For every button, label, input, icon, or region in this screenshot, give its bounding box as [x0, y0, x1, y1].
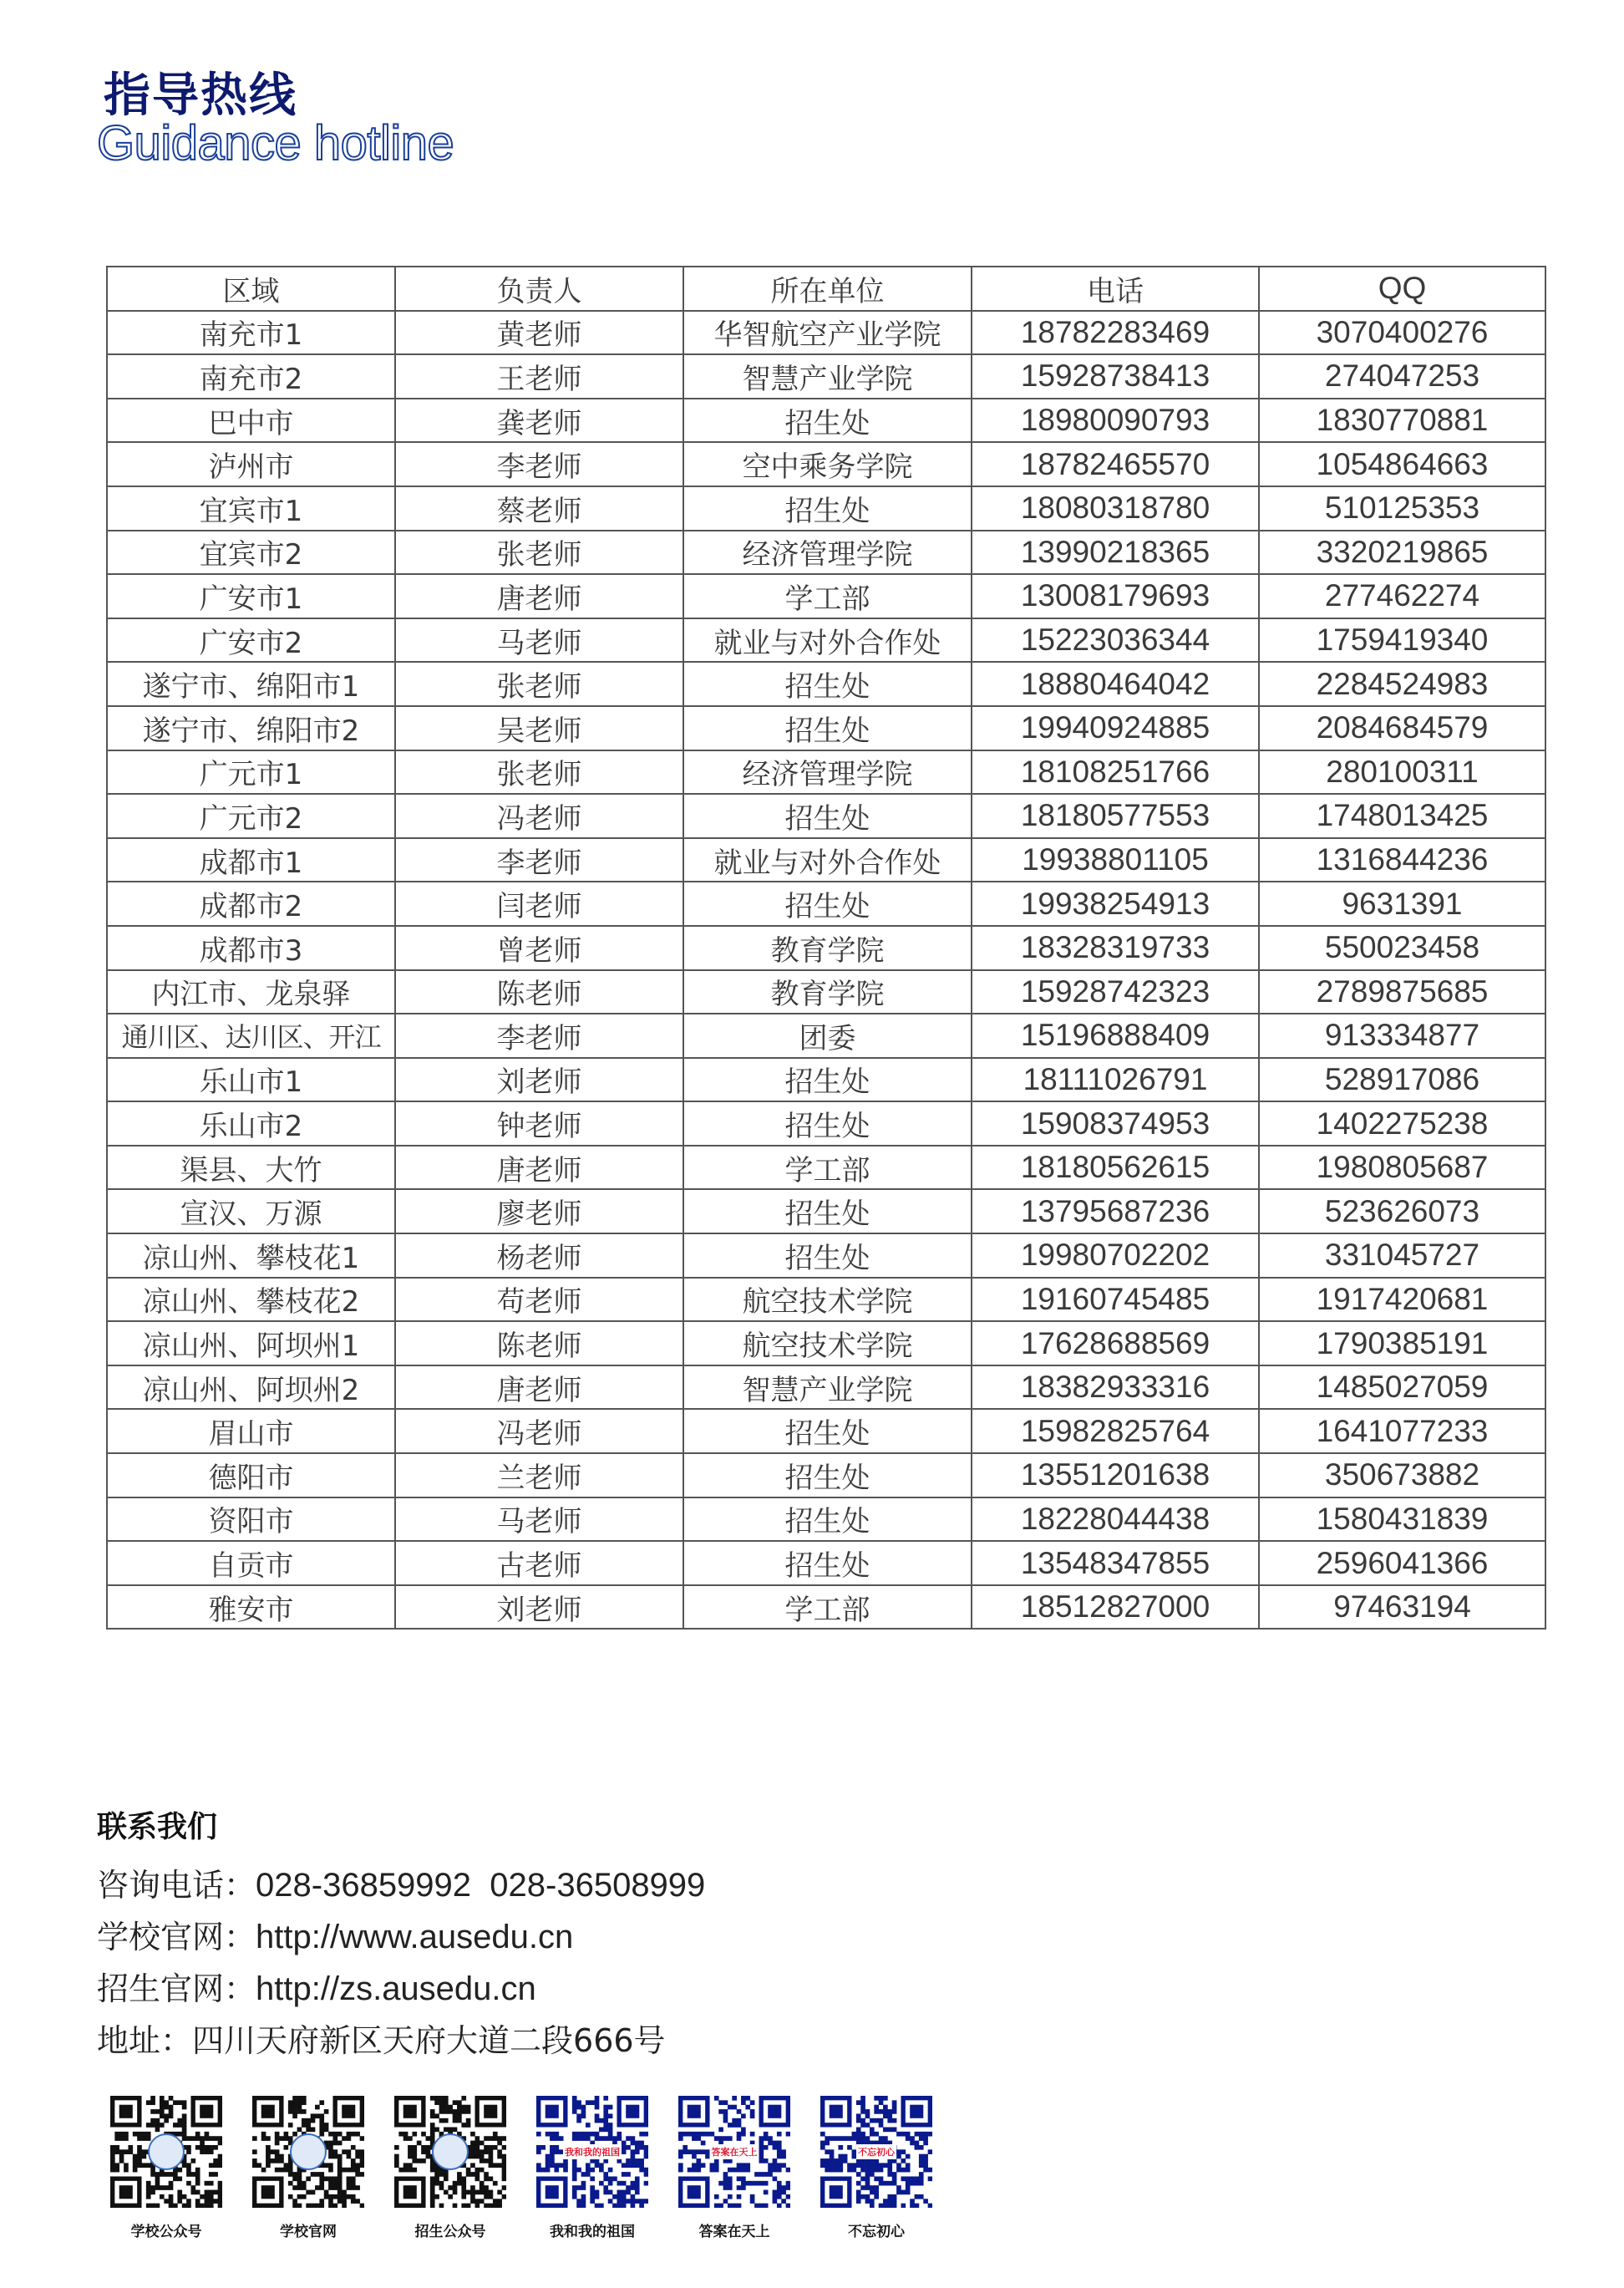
table-row [107, 1497, 1545, 1542]
cell-area: 宜宾市1 [107, 486, 395, 531]
cell-area: 南充市2 [107, 354, 395, 399]
cell-area: 通川区、达川区、开江 [107, 1014, 395, 1058]
cell-phone: 18512827000 [972, 1585, 1259, 1630]
table-row [107, 486, 1545, 531]
cell-contact-person: 蔡老师 [395, 486, 683, 531]
table-row [107, 1101, 1545, 1146]
cell-contact-person: 唐老师 [395, 1365, 683, 1410]
contact-school-website-label: 学校官网： [97, 1919, 256, 1955]
cell-qq: 1485027059 [1259, 1365, 1545, 1410]
table-row [107, 618, 1545, 663]
cell-phone: 18782465570 [972, 442, 1259, 486]
cell-phone: 18328319733 [972, 926, 1259, 970]
table-row [107, 1409, 1545, 1453]
cell-phone: 15928738413 [972, 354, 1259, 399]
cell-area: 成都市2 [107, 882, 395, 926]
table-row [107, 838, 1545, 882]
cell-unit: 学工部 [683, 1146, 972, 1190]
table-row [107, 1278, 1545, 1322]
cell-contact-person: 李老师 [395, 838, 683, 882]
school-emblem-icon [432, 2133, 469, 2170]
hotline-table [106, 266, 1546, 1630]
cell-unit: 招生处 [683, 1189, 972, 1233]
table-row [107, 926, 1545, 970]
cell-phone: 19980702202 [972, 1233, 1259, 1278]
cell-unit: 经济管理学院 [683, 531, 972, 575]
cell-qq: 97463194 [1259, 1585, 1545, 1630]
qr-code-row [95, 2096, 947, 2240]
cell-area: 广元市1 [107, 750, 395, 795]
table-row [107, 1365, 1545, 1410]
cell-contact-person: 张老师 [395, 750, 683, 795]
cell-phone: 18080318780 [972, 486, 1259, 531]
cell-unit: 就业与对外合作处 [683, 618, 972, 663]
cell-area: 凉山州、阿坝州2 [107, 1365, 395, 1410]
column-header-contact-person: 负责人 [395, 267, 683, 311]
cell-phone: 18782283469 [972, 311, 1259, 355]
cell-qq: 9631391 [1259, 882, 1545, 926]
qr-code-item [95, 2096, 237, 2240]
qr-code-icon[interactable] [536, 2096, 648, 2208]
contact-address-value: 四川天府新区天府大道二段666号 [192, 2022, 666, 2059]
cell-phone: 19938254913 [972, 882, 1259, 926]
table-row [107, 662, 1545, 706]
cell-contact-person: 刘老师 [395, 1585, 683, 1630]
contact-address-label: 地址： [97, 2022, 193, 2059]
cell-qq: 1641077233 [1259, 1409, 1545, 1453]
table-row [107, 706, 1545, 750]
cell-unit: 航空技术学院 [683, 1278, 972, 1322]
cell-qq: 913334877 [1259, 1014, 1545, 1058]
qr-code-item [663, 2096, 805, 2240]
table-row [107, 1321, 1545, 1365]
cell-unit: 招生处 [683, 662, 972, 706]
table-row [107, 750, 1545, 795]
cell-unit: 空中乘务学院 [683, 442, 972, 486]
qr-code-icon[interactable] [110, 2096, 222, 2208]
table-row [107, 399, 1545, 443]
cell-contact-person: 古老师 [395, 1541, 683, 1585]
cell-phone: 18180577553 [972, 794, 1259, 838]
qr-code-item [237, 2096, 379, 2240]
cell-unit: 招生处 [683, 882, 972, 926]
cell-area: 资阳市 [107, 1497, 395, 1542]
cell-area: 凉山州、攀枝花2 [107, 1278, 395, 1322]
table-row [107, 354, 1545, 399]
cell-phone: 13548347855 [972, 1541, 1259, 1585]
cell-qq: 2284524983 [1259, 662, 1545, 706]
cell-qq: 1054864663 [1259, 442, 1545, 486]
qr-code-icon[interactable] [678, 2096, 790, 2208]
cell-unit: 招生处 [683, 486, 972, 531]
table-row [107, 1146, 1545, 1190]
cell-unit: 就业与对外合作处 [683, 838, 972, 882]
table-row [107, 1058, 1545, 1102]
cell-phone: 17628688569 [972, 1321, 1259, 1365]
cell-area: 雅安市 [107, 1585, 395, 1630]
cell-unit: 招生处 [683, 1453, 972, 1497]
cell-area: 泸州市 [107, 442, 395, 486]
table-row [107, 1014, 1545, 1058]
page-title-cn: 指导热线 [104, 69, 297, 123]
table-row [107, 1233, 1545, 1278]
page-title-en: Guidance hotline [97, 116, 454, 170]
cell-qq: 2789875685 [1259, 970, 1545, 1014]
cell-unit: 学工部 [683, 1585, 972, 1630]
cell-contact-person: 马老师 [395, 1497, 683, 1542]
cell-qq: 1830770881 [1259, 399, 1545, 443]
contact-admissions-website-label: 招生官网： [97, 1970, 256, 2007]
cell-qq: 3070400276 [1259, 311, 1545, 355]
contact-phone-value: 028-36859992 028-36508999 [256, 1867, 706, 1904]
cell-qq: 2596041366 [1259, 1541, 1545, 1585]
qr-center-text: 不忘初心 [856, 2144, 896, 2159]
cell-area: 宜宾市2 [107, 531, 395, 575]
qr-code-label: 我和我的祖国 [550, 2224, 635, 2240]
cell-area: 南充市1 [107, 311, 395, 355]
cell-qq: 1402275238 [1259, 1101, 1545, 1146]
contact-phone [97, 1859, 705, 1911]
qr-code-label: 学校官网 [280, 2224, 337, 2240]
cell-contact-person: 曾老师 [395, 926, 683, 970]
cell-contact-person: 黄老师 [395, 311, 683, 355]
cell-contact-person: 唐老师 [395, 574, 683, 618]
cell-unit: 招生处 [683, 399, 972, 443]
cell-unit: 团委 [683, 1014, 972, 1058]
qr-code-label: 答案在天上 [698, 2224, 770, 2240]
cell-qq: 1316844236 [1259, 838, 1545, 882]
cell-phone: 18228044438 [972, 1497, 1259, 1542]
table-row [107, 531, 1545, 575]
cell-phone: 18111026791 [972, 1058, 1259, 1102]
cell-unit: 智慧产业学院 [683, 1365, 972, 1410]
qr-code-item [805, 2096, 947, 2240]
table-row [107, 882, 1545, 926]
table-body [107, 311, 1545, 1630]
table-row [107, 574, 1545, 618]
cell-contact-person: 张老师 [395, 531, 683, 575]
cell-contact-person: 李老师 [395, 442, 683, 486]
cell-phone: 15223036344 [972, 618, 1259, 663]
cell-phone: 15908374953 [972, 1101, 1259, 1146]
qr-code-icon[interactable] [252, 2096, 364, 2208]
table-row [107, 970, 1545, 1014]
table-row [107, 1585, 1545, 1630]
table-row [107, 1189, 1545, 1233]
cell-phone: 13795687236 [972, 1189, 1259, 1233]
cell-unit: 教育学院 [683, 970, 972, 1014]
cell-phone: 18880464042 [972, 662, 1259, 706]
cell-unit: 招生处 [683, 1233, 972, 1278]
cell-unit: 招生处 [683, 1058, 972, 1102]
cell-area: 凉山州、阿坝州1 [107, 1321, 395, 1365]
cell-qq: 3320219865 [1259, 531, 1545, 575]
cell-area: 巴中市 [107, 399, 395, 443]
cell-contact-person: 廖老师 [395, 1189, 683, 1233]
cell-phone: 18108251766 [972, 750, 1259, 795]
cell-phone: 13990218365 [972, 531, 1259, 575]
column-header-qq: QQ [1259, 267, 1545, 311]
cell-unit: 招生处 [683, 794, 972, 838]
cell-contact-person: 唐老师 [395, 1146, 683, 1190]
cell-area: 内江市、龙泉驿 [107, 970, 395, 1014]
cell-phone: 13551201638 [972, 1453, 1259, 1497]
contact-admissions-website [97, 1963, 705, 2015]
cell-area: 眉山市 [107, 1409, 395, 1453]
cell-qq: 1759419340 [1259, 618, 1545, 663]
cell-phone: 15196888409 [972, 1014, 1259, 1058]
cell-qq: 1790385191 [1259, 1321, 1545, 1365]
cell-area: 遂宁市、绵阳市2 [107, 706, 395, 750]
cell-unit: 华智航空产业学院 [683, 311, 972, 355]
cell-phone: 19160745485 [972, 1278, 1259, 1322]
cell-contact-person: 龚老师 [395, 399, 683, 443]
cell-unit: 智慧产业学院 [683, 354, 972, 399]
table-row [107, 442, 1545, 486]
cell-contact-person: 刘老师 [395, 1058, 683, 1102]
cell-contact-person: 吴老师 [395, 706, 683, 750]
cell-area: 广安市2 [107, 618, 395, 663]
contact-school-website [97, 1911, 705, 1963]
cell-phone: 15982825764 [972, 1409, 1259, 1453]
cell-contact-person: 李老师 [395, 1014, 683, 1058]
cell-qq: 1980805687 [1259, 1146, 1545, 1190]
cell-qq: 1580431839 [1259, 1497, 1545, 1542]
cell-phone: 18382933316 [972, 1365, 1259, 1410]
cell-contact-person: 冯老师 [395, 1409, 683, 1453]
cell-phone: 19940924885 [972, 706, 1259, 750]
cell-qq: 550023458 [1259, 926, 1545, 970]
qr-center-text: 我和我的祖国 [563, 2144, 622, 2159]
cell-qq: 528917086 [1259, 1058, 1545, 1102]
column-header-unit: 所在单位 [683, 267, 972, 311]
cell-contact-person: 闫老师 [395, 882, 683, 926]
contact-address [97, 2015, 705, 2067]
qr-code-item [521, 2096, 663, 2240]
school-emblem-icon [290, 2133, 327, 2170]
cell-area: 广安市1 [107, 574, 395, 618]
cell-unit: 招生处 [683, 1497, 972, 1542]
qr-code-label: 学校公众号 [130, 2224, 202, 2240]
cell-qq: 280100311 [1259, 750, 1545, 795]
cell-qq: 350673882 [1259, 1453, 1545, 1497]
cell-unit: 招生处 [683, 706, 972, 750]
cell-contact-person: 王老师 [395, 354, 683, 399]
cell-phone: 13008179693 [972, 574, 1259, 618]
cell-unit: 教育学院 [683, 926, 972, 970]
table-row [107, 1453, 1545, 1497]
cell-area: 凉山州、攀枝花1 [107, 1233, 395, 1278]
cell-area: 乐山市2 [107, 1101, 395, 1146]
qr-center-text: 答案在天上 [710, 2144, 759, 2159]
cell-qq: 523626073 [1259, 1189, 1545, 1233]
cell-phone: 18980090793 [972, 399, 1259, 443]
qr-code-icon[interactable] [820, 2096, 932, 2208]
table-row [107, 1541, 1545, 1585]
qr-code-label: 招生公众号 [414, 2224, 486, 2240]
cell-contact-person: 陈老师 [395, 1321, 683, 1365]
cell-unit: 招生处 [683, 1409, 972, 1453]
cell-area: 德阳市 [107, 1453, 395, 1497]
cell-qq: 1917420681 [1259, 1278, 1545, 1322]
cell-contact-person: 张老师 [395, 662, 683, 706]
cell-unit: 航空技术学院 [683, 1321, 972, 1365]
cell-unit: 招生处 [683, 1541, 972, 1585]
table-row [107, 311, 1545, 355]
qr-code-item [379, 2096, 521, 2240]
cell-contact-person: 兰老师 [395, 1453, 683, 1497]
cell-qq: 1748013425 [1259, 794, 1545, 838]
cell-unit: 经济管理学院 [683, 750, 972, 795]
cell-contact-person: 陈老师 [395, 970, 683, 1014]
cell-phone: 19938801105 [972, 838, 1259, 882]
cell-qq: 510125353 [1259, 486, 1545, 531]
cell-contact-person: 马老师 [395, 618, 683, 663]
qr-code-label: 不忘初心 [848, 2224, 905, 2240]
cell-area: 宣汉、万源 [107, 1189, 395, 1233]
table-row [107, 794, 1545, 838]
admissions-website-link[interactable]: http://zs.ausedu.cn [256, 1970, 536, 2007]
cell-unit: 招生处 [683, 1101, 972, 1146]
cell-qq: 277462274 [1259, 574, 1545, 618]
cell-contact-person: 苟老师 [395, 1278, 683, 1322]
qr-code-icon[interactable] [394, 2096, 506, 2208]
column-header-area: 区域 [107, 267, 395, 311]
cell-area: 遂宁市、绵阳市1 [107, 662, 395, 706]
cell-qq: 2084684579 [1259, 706, 1545, 750]
table-header-row [107, 267, 1545, 311]
cell-area: 自贡市 [107, 1541, 395, 1585]
school-emblem-icon [148, 2133, 185, 2170]
cell-unit: 学工部 [683, 574, 972, 618]
cell-qq: 274047253 [1259, 354, 1545, 399]
cell-area: 成都市3 [107, 926, 395, 970]
contact-title: 联系我们 [97, 1810, 218, 1844]
cell-area: 广元市2 [107, 794, 395, 838]
cell-qq: 331045727 [1259, 1233, 1545, 1278]
cell-contact-person: 冯老师 [395, 794, 683, 838]
cell-area: 成都市1 [107, 838, 395, 882]
cell-contact-person: 杨老师 [395, 1233, 683, 1278]
column-header-phone: 电话 [972, 267, 1259, 311]
cell-area: 渠县、大竹 [107, 1146, 395, 1190]
cell-phone: 18180562615 [972, 1146, 1259, 1190]
contact-phone-label: 咨询电话： [97, 1867, 256, 1904]
cell-area: 乐山市1 [107, 1058, 395, 1102]
cell-phone: 15928742323 [972, 970, 1259, 1014]
school-website-link[interactable]: http://www.ausedu.cn [256, 1919, 574, 1955]
cell-contact-person: 钟老师 [395, 1101, 683, 1146]
contact-section [97, 1803, 705, 2067]
